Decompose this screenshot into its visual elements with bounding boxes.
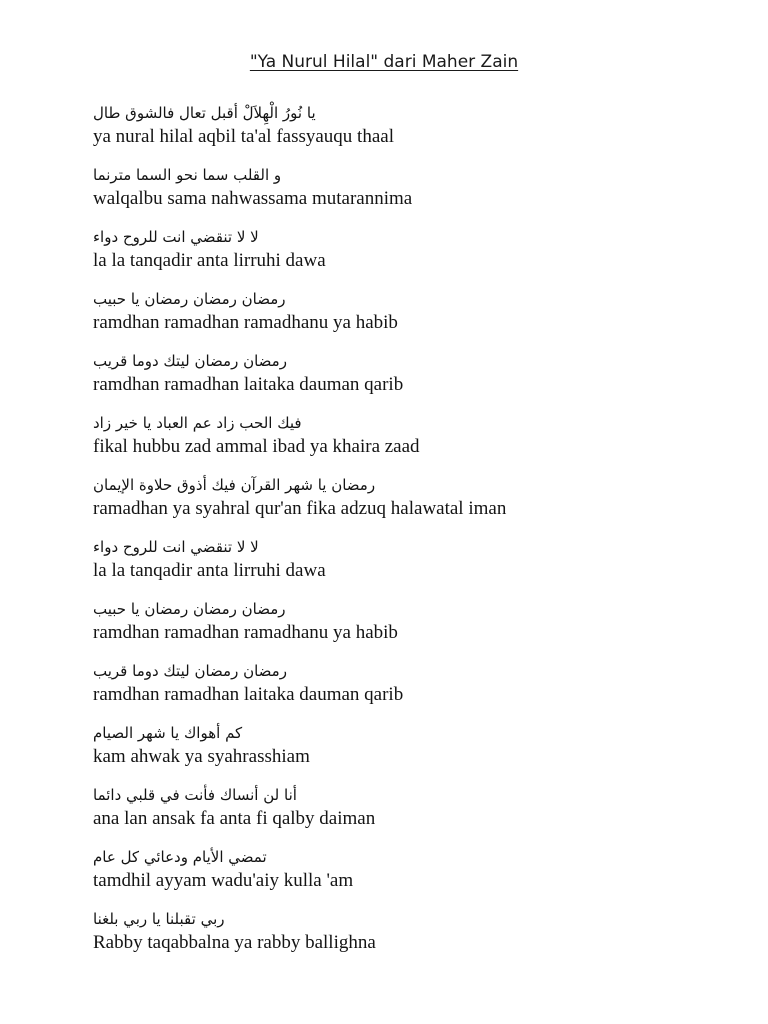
lyric-stanza [93,472,733,534]
transliteration-line: walqalbu sama nahwassama mutarannima [93,188,413,209]
arabic-line: رمضان رمضان ليتك دوما قريب [93,662,287,680]
transliteration-line: ramdhan ramadhan ramadhanu ya habib [93,622,398,643]
lyric-stanza [93,286,733,348]
lyric-stanza [93,162,733,224]
arabic-line: فيك الحب زاد عم العباد يا خير زاد [93,414,302,432]
arabic-line: لا لا تنقضي انت للروح دواء [93,538,259,556]
transliteration-line: ramadhan ya syahral qur'an fika adzuq halawatal iman [93,498,507,519]
transliteration-line: kam ahwak ya syahrasshiam [93,746,310,767]
arabic-line: رمضان رمضان ليتك دوما قريب [93,352,287,370]
lyric-stanza [93,906,733,968]
transliteration-line: ana lan ansak fa anta fi qalby daiman [93,808,376,829]
lyric-stanza [93,658,733,720]
arabic-line: و القلب سما نحو السما مترنما [93,166,282,184]
arabic-line: ربي تقبلنا يا ربي بلغنا [93,910,225,928]
lyric-stanza [93,100,733,162]
lyric-stanza [93,224,733,286]
arabic-line: رمضان رمضان رمضان يا حبيب [93,600,286,618]
lyric-stanza [93,844,733,906]
transliteration-line: tamdhil ayyam wadu'aiy kulla 'am [93,870,354,891]
transliteration-line: fikal hubbu zad ammal ibad ya khaira zaad [93,436,420,457]
transliteration-line: la la tanqadir anta lirruhi dawa [93,560,326,581]
arabic-line: رمضان يا شهر القرآن فيك أذوق حلاوة الإيمان [93,476,376,494]
lyric-stanza [93,596,733,658]
arabic-line: لا لا تنقضي انت للروح دواء [93,228,259,246]
transliteration-line: ya nural hilal aqbil ta'al fassyauqu thaal [93,126,394,147]
lyric-stanza [93,410,733,472]
lyric-stanza [93,348,733,410]
transliteration-line: ramdhan ramadhan laitaka dauman qarib [93,684,404,705]
arabic-line: تمضي الأيام ودعائي كل عام [93,848,267,866]
transliteration-line: ramdhan ramadhan ramadhanu ya habib [93,312,398,333]
lyric-stanza [93,534,733,596]
lyric-stanza [93,720,733,782]
transliteration-line: ramdhan ramadhan laitaka dauman qarib [93,374,404,395]
arabic-line: رمضان رمضان رمضان يا حبيب [93,290,286,308]
arabic-line: أنا لن أنساك فأنت في قلبي دائما [93,786,297,804]
transliteration-line: la la tanqadir anta lirruhi dawa [93,250,326,271]
arabic-line: يا نُورُ الْهِلاَلْ أقبل تعال فالشوق طال [93,104,316,122]
lyric-stanza [93,782,733,844]
arabic-line: كم أهواك يا شهر الصيام [93,724,243,742]
lyrics-body [93,100,733,968]
transliteration-line: Rabby taqabbalna ya rabby ballighna [93,932,376,953]
document-title: "Ya Nurul Hilal" dari Maher Zain [249,52,519,72]
